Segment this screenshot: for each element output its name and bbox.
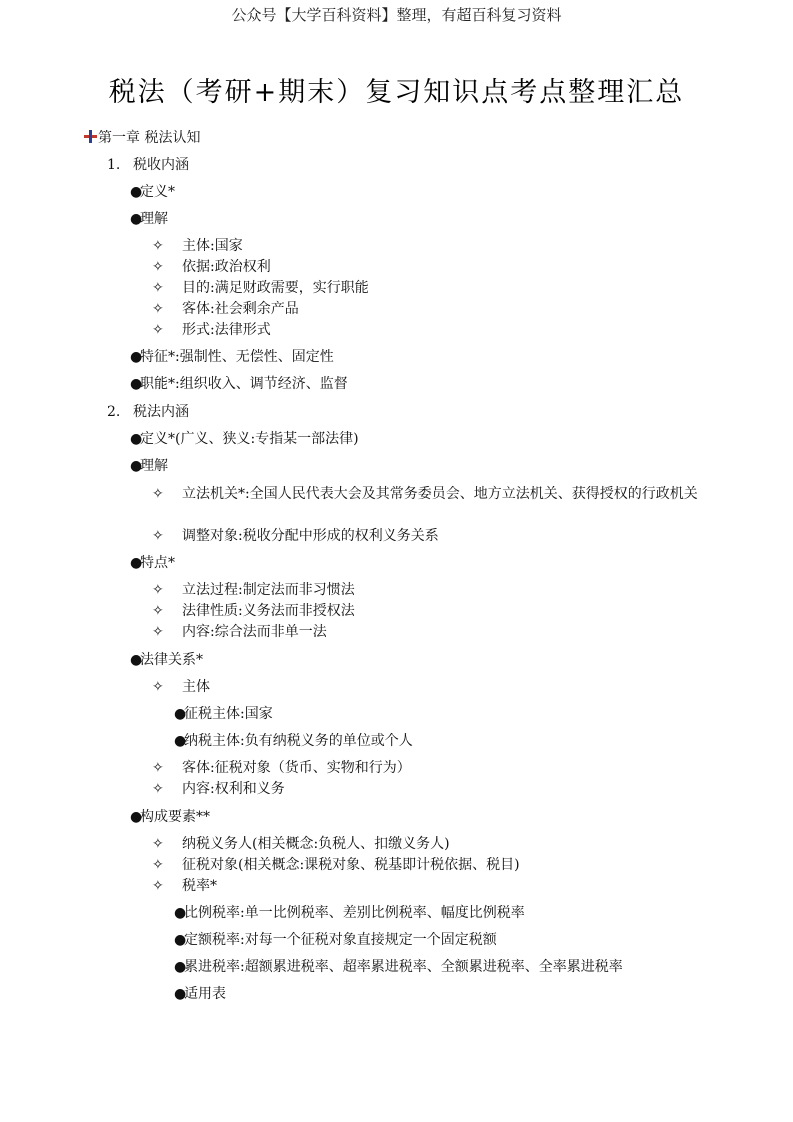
sub-sub-item: ●比例税率:单一比例税率、差别比例税率、幅度比例税率 (174, 905, 525, 921)
sub-item: ✧ 内容:综合法而非单一法 (152, 624, 327, 640)
list-item: ●特点* (130, 555, 175, 571)
chapter-marker-icon (84, 130, 97, 143)
bullet-icon: ● (130, 211, 143, 227)
diamond-bullet-icon: ✧ (152, 259, 164, 275)
sub-item: ✧ 内容:权利和义务 (152, 781, 285, 797)
section-heading-1 (107, 155, 189, 175)
diamond-bullet-icon: ✧ (152, 624, 164, 640)
bullet-icon: ● (130, 376, 143, 392)
bullet-icon: ● (130, 652, 143, 668)
section-number: 1. (107, 157, 121, 173)
bullet-icon: ● (174, 932, 187, 948)
bullet-icon: ● (130, 809, 143, 825)
bullet-icon: ● (130, 458, 143, 474)
diamond-bullet-icon: ✧ (152, 582, 164, 598)
list-item: ●构成要素** (130, 809, 210, 825)
bullet-icon: ● (174, 706, 187, 722)
sub-item: ✧ 调整对象:税收分配中形成的权利义务关系 (152, 528, 439, 544)
section-number: 2. (107, 404, 121, 420)
sub-sub-item: ●定额税率:对每一个征税对象直接规定一个固定税额 (174, 932, 497, 948)
diamond-bullet-icon: ✧ (152, 280, 164, 296)
sub-sub-item: ●征税主体:国家 (174, 706, 273, 722)
section-label: 税收内涵 (133, 157, 189, 173)
list-item: ●理解 (130, 458, 168, 474)
bullet-icon: ● (130, 349, 143, 365)
sub-item: ✧ 依据:政治权利 (152, 259, 271, 275)
bullet-icon: ● (174, 986, 187, 1002)
chapter-heading (84, 128, 200, 148)
sub-sub-item: ●累进税率:超额累进税率、超率累进税率、全额累进税率、全率累进税率 (174, 959, 623, 975)
list-item: ●职能*:组织收入、调节经济、监督 (130, 376, 348, 392)
diamond-bullet-icon: ✧ (152, 301, 164, 317)
chapter-title: 第一章 税法认知 (98, 130, 201, 146)
bullet-icon: ● (174, 905, 187, 921)
bullet-icon: ● (174, 733, 187, 749)
diamond-bullet-icon: ✧ (152, 322, 164, 338)
section-heading-2 (107, 402, 189, 422)
bullet-icon: ● (174, 959, 187, 975)
section-label: 税法内涵 (133, 404, 189, 420)
sub-item: ✧ 客体:征税对象（货币、实物和行为） (152, 760, 411, 776)
sub-item: ✧ 法律性质:义务法而非授权法 (152, 603, 355, 619)
sub-item: ✧ 主体 (152, 679, 210, 695)
sub-item: ✧ 税率* (152, 878, 217, 894)
sub-item: ✧ 纳税义务人(相关概念:负税人、扣缴义务人) (152, 836, 450, 852)
list-item: ●理解 (130, 211, 168, 227)
list-item: ●定义*(广义、狭义:专指某一部法律) (130, 431, 359, 447)
diamond-bullet-icon: ✧ (152, 878, 164, 894)
diamond-bullet-icon: ✧ (152, 857, 164, 873)
bullet-icon: ● (130, 555, 143, 571)
document-title: 税法（考研+期末）复习知识点考点整理汇总 (108, 77, 685, 108)
diamond-bullet-icon: ✧ (152, 486, 164, 502)
sub-item: ✧ 形式:法律形式 (152, 322, 271, 338)
diamond-bullet-icon: ✧ (152, 781, 164, 797)
sub-item: ✧ 立法过程:制定法而非习惯法 (152, 582, 355, 598)
sub-item: ✧ 客体:社会剩余产品 (152, 301, 299, 317)
diamond-bullet-icon: ✧ (152, 836, 164, 852)
diamond-bullet-icon: ✧ (152, 760, 164, 776)
sub-sub-item: ●纳税主体:负有纳税义务的单位或个人 (174, 733, 413, 749)
diamond-bullet-icon: ✧ (152, 603, 164, 619)
list-item: ●法律关系* (130, 652, 203, 668)
diamond-bullet-icon: ✧ (152, 528, 164, 544)
header-note: 公众号【大学百科资料】整理，有超百科复习资料 (231, 6, 562, 24)
list-item: ●特征*:强制性、无偿性、固定性 (130, 349, 334, 365)
sub-item: ✧ 目的:满足财政需要，实行职能 (152, 280, 369, 296)
list-item: ●定义* (130, 184, 175, 200)
diamond-bullet-icon: ✧ (152, 238, 164, 254)
diamond-bullet-icon: ✧ (152, 679, 164, 695)
sub-item-text: 立法机关*:全国人民代表大会及其常务委员会、地方立法机关、获得授权的行政机关 (182, 486, 698, 502)
sub-item: ✧ 主体:国家 (152, 238, 243, 254)
sub-item: ✧ 征税对象(相关概念:课税对象、税基即计税依据、税目) (152, 857, 520, 873)
sub-sub-item: ●适用表 (174, 986, 226, 1002)
bullet-icon: ● (130, 184, 143, 200)
bullet-icon: ● (130, 431, 143, 447)
sub-item (152, 484, 182, 504)
